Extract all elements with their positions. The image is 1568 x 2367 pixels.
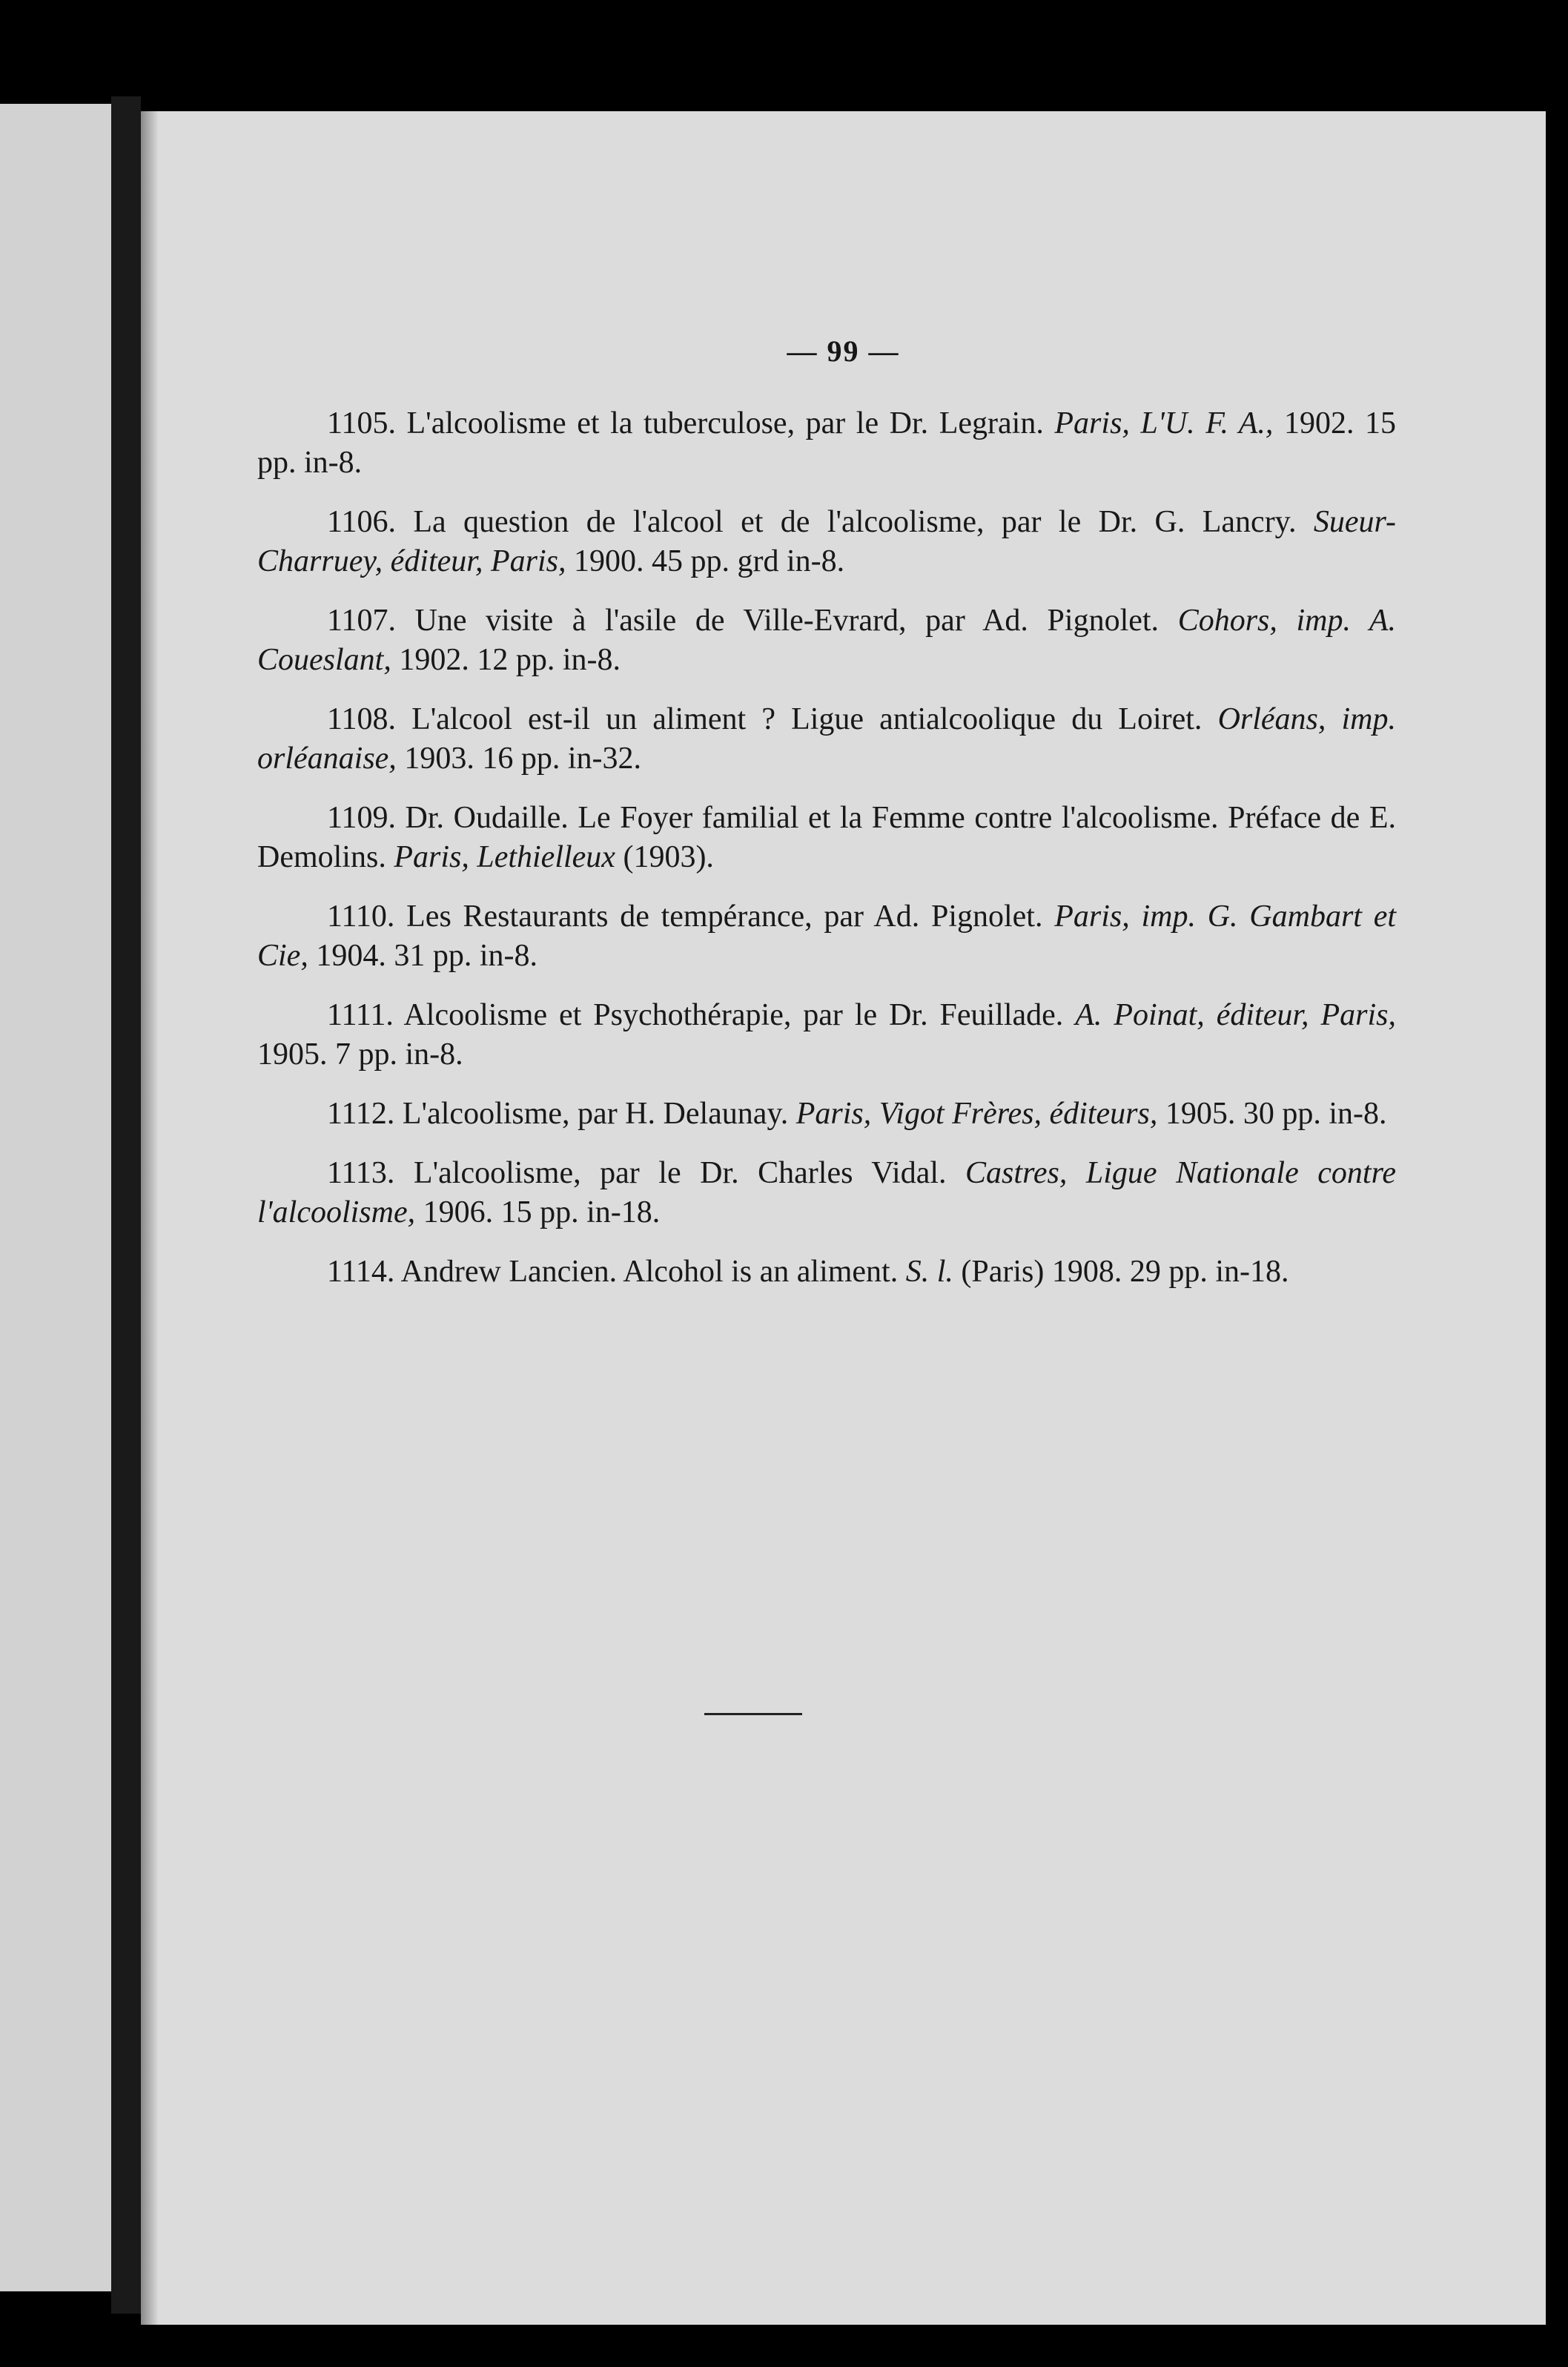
entry-details: 1905. 7 pp. in-8.: [257, 1037, 463, 1072]
entry-details: 1906. 15 pp. in-18.: [423, 1195, 661, 1229]
entry-number: 1108.: [327, 702, 396, 736]
entry-number: 1114.: [327, 1255, 395, 1289]
entry-title: Les Restaurants de tempérance, par Ad. Pignolet.: [406, 899, 1043, 934]
entry-number: 1106.: [327, 505, 396, 539]
entry-publisher: Paris, Vigot Frères, éditeurs,: [795, 1097, 1158, 1131]
entry-publisher: Paris, Lethielleux: [394, 840, 615, 874]
entry-title: L'alcoolisme et la tuberculose, par le Dr. Legrain.: [406, 406, 1044, 440]
book-page: [141, 111, 1546, 2325]
entry-number: 1107.: [327, 604, 396, 638]
bibliography-entry: [257, 601, 1396, 680]
entry-details: (1903).: [623, 840, 714, 874]
binding-shadow: [111, 96, 141, 2314]
entry-publisher: Sueur-Charruey, éditeur, Paris,: [257, 505, 1397, 578]
entry-title: Alcoolisme et Psychothérapie, par le Dr. Feuillade.: [403, 998, 1064, 1032]
entry-publisher: Paris, imp. G. Gambart et Cie,: [257, 899, 1397, 973]
bibliography-list: [257, 404, 1396, 1312]
entry-details: 1902. 12 pp. in-8.: [399, 643, 621, 677]
entry-title: La question de l'alcool et de l'alcoolisme, par le Dr. G. Lancry.: [413, 505, 1297, 539]
entry-publisher: A. Poinat, éditeur, Paris,: [1075, 998, 1396, 1032]
entry-title: Andrew Lancien. Alcohol is an aliment.: [400, 1255, 899, 1289]
bibliography-entry: [257, 700, 1396, 779]
entry-publisher: Cohors, imp. A. Coueslant,: [257, 604, 1397, 677]
entry-publisher: S. l.: [905, 1255, 953, 1289]
entry-number: 1113.: [327, 1156, 395, 1190]
entry-details: 1900. 45 pp. grd in-8.: [574, 544, 845, 578]
entry-details: (Paris) 1908. 29 pp. in-18.: [961, 1255, 1289, 1289]
bibliography-entry: [257, 404, 1396, 483]
entry-number: 1109.: [327, 801, 396, 835]
entry-details: 1904. 31 pp. in-8.: [316, 939, 537, 973]
entry-title: Une visite à l'asile de Ville-Evrard, par Ad. Pignolet.: [414, 604, 1160, 638]
bibliography-entry: [257, 799, 1396, 877]
bibliography-entry: [257, 1095, 1396, 1134]
entry-details: 1902. 15 pp. in-8.: [257, 406, 1397, 480]
bibliography-entry: [257, 1252, 1396, 1292]
entry-publisher: Castres, Ligue Nationale contre l'alcoolisme,: [257, 1156, 1397, 1229]
bibliography-entry: [257, 996, 1396, 1074]
entry-details: 1905. 30 pp. in-8.: [1165, 1097, 1387, 1131]
bibliography-entry: [257, 897, 1396, 976]
page-number: — 99 —: [787, 334, 900, 368]
entry-title: L'alcool est-il un aliment ? Ligue antialcoolique du Loiret.: [411, 702, 1203, 736]
bibliography-entry: [257, 503, 1396, 581]
entry-details: 1903. 16 pp. in-32.: [404, 742, 641, 776]
entry-number: 1111.: [327, 998, 394, 1032]
entry-number: 1112.: [327, 1097, 395, 1131]
entry-publisher: Orléans, imp. orléanaise,: [257, 702, 1397, 776]
page-gutter-shadow: [141, 111, 159, 2325]
end-rule: [704, 1713, 802, 1715]
entry-title: L'alcoolisme, par le Dr. Charles Vidal.: [413, 1156, 947, 1190]
entry-number: 1110.: [327, 899, 395, 934]
entry-title: Dr. Oudaille. Le Foyer familial et la Femme contre l'alcoolisme. Préface de E. Demolins.: [257, 801, 1397, 874]
bibliography-entry: [257, 1154, 1396, 1232]
entry-title: L'alcoolisme, par H. Delaunay.: [402, 1097, 789, 1131]
entry-number: 1105.: [327, 406, 396, 440]
previous-page-edge: [0, 104, 111, 2291]
entry-publisher: Paris, L'U. F. A.,: [1054, 406, 1274, 440]
